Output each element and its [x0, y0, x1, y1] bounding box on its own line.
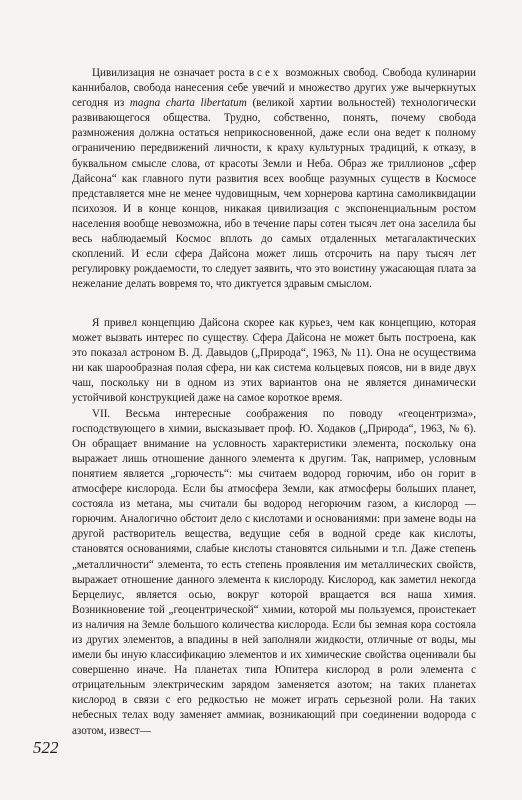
- latin-phrase: magna charta libertatum: [129, 97, 247, 110]
- text-block-bottom: [72, 316, 476, 739]
- page-number: 522: [33, 738, 59, 757]
- text-block-top: [72, 66, 476, 292]
- paragraph-text: (великой хартии вольностей) технологически развивающегося общества. Трудно, собственно, понять, почему свобода размножения должна остаться неприкосновенной, даже если она ведет к полному ограничению передвижений личности, к краху культурных традиций, к отказу, в буквальном смысле слова, от красоты Земли и Неба. Образ же триллионов „сфер Дайсона“ как главного пути развития всех вообще разумных существ в Космосе представляется мне не менее чудовищным, чем хорнерова картина самоликвидации психозоя. И в конце концов, никакая цивилизация с экспоненциальным ростом населения вообще невозможна, ибо в течение пары сотен тысяч лет она заселила бы весь наблюдаемый Космос вплоть до самых отдаленных метагалактических скоплений. И если сфера Дайсона может лишь отсрочить на пару тысяч лет регулировку рождаемости, то следует заявить, что это воистину ужасающая плата за нежелание делать вовремя то, что диктуется здравым смыслом.: [72, 97, 476, 291]
- paragraph: [72, 66, 476, 292]
- paragraph: Я привел концепцию Дайсона скорее как курьез, чем как концепцию, которая может вызвать интерес по существу. Сфера Дайсона не может быть построена, как это показал астроном В. Д. Давыдов („Природа“, 1963, № 11). Она не осуществима ни как шарообразная полая сфера, ни как система кольцевых поясов, ни в виде двух чаш, поскольку ни в одном из этих вариантов она не является динамически устойчивой конструкцией даже на самое короткое время.: [72, 317, 476, 405]
- spaced-emphasis: всех: [248, 67, 282, 79]
- paragraph-text: Цивилизация не означает роста: [92, 67, 249, 79]
- paragraph-text: возможных свобод. Свобода кулинарии каннибалов, свобода нанесения себе увечий и множество других уже вычеркнутых сегодня из: [72, 67, 476, 110]
- paragraph-section-vii: VII. Весьма интересные соображения по поводу «геоцентризма», господствующего в химии, высказывает проф. Ю. Ходаков („Природа“, 1963, № 6). Он обращает внимание на условность характеристики элемента, поскольку она выражает лишь отношение данного элемента к другим. Так, например, условным понятием является „горючесть“: мы считаем водород горючим, ибо он горит в атмосфере кислорода. Если бы атмосфера Земли, как атмосферы больших планет, состояла из метана, мы считали бы водород негорючим газом, а кислород — горючим. Аналогично обстоит дело с кислотами и основаниями: при замене воды на другой растворитель вещества, ведущие себя в водной среде как кислоты, становятся основаниями, слабые кислоты становятся сильными и т.п. Даже степень „металличности“ элемента, то есть степень проявления им металлических свойств, выражает отношение данного элемента к кислороду. Кислород, как заметил некогда Берцелиус, является осью, вокруг которой вращается вся наша химия. Возникновение той „геоцентрической“ химии, которой мы пользуемся, проистекает из наличия на Земле большого количества кислорода. Если бы земная кора состояла из других элементов, а впадины в ней заполняли жидкости, отличные от воды, мы имели бы иную классификацию элементов и их химические свойства оценивали бы совершенно иначе. На планетах типа Юпитера кислород в роли элемента с отрицательным электрическим зарядом заменяется азотом; на таких планетах кислород в связи с его редкостью не может играть серьезной роли. На таких небесных телах воду заменяет аммиак, возникающий при соединении водорода с азотом, извест—: [72, 407, 476, 737]
